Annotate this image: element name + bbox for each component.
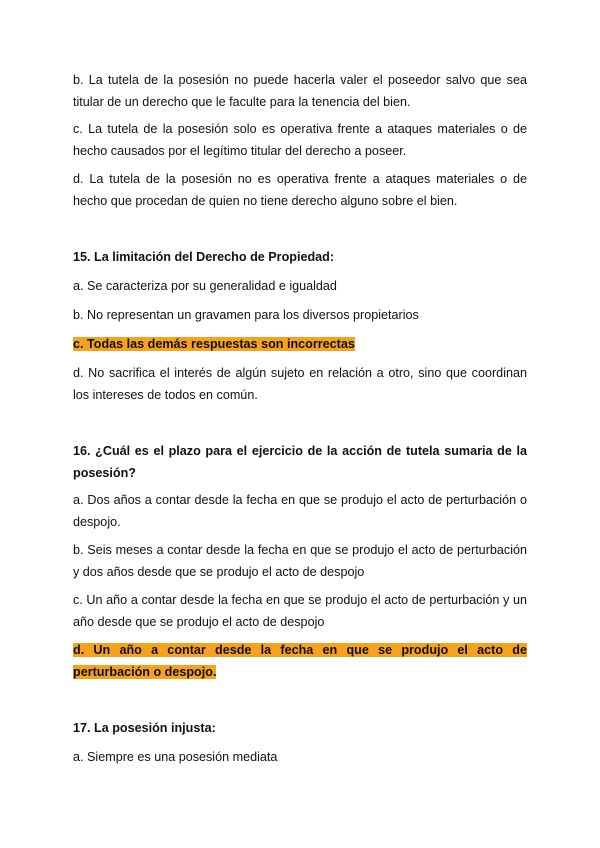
previous-question-option-c: c. La tutela de la posesión solo es operativa frente a ataques materiales o de hecho causados por el legítimo titular del derecho a poseer. [73,122,527,158]
question-17-option-a: a. Siempre es una posesión mediata [73,750,278,764]
question-15-option-b: b. No representan un gravamen para los diversos propietarios [73,308,419,322]
question-17-title: 17. La posesión injusta: [73,721,216,735]
question-16-option-a: a. Dos años a contar desde la fecha en que se produjo el acto de perturbación o despojo. [73,493,527,529]
question-15-option-c-answer [73,334,527,356]
question-16-option-b: b. Seis meses a contar desde la fecha en que se produjo el acto de perturbación y dos años desde que se produjo el acto de despojo [73,543,527,579]
question-16-title: 16. ¿Cuál es el plazo para el ejercicio de la acción de tutela sumaria de la posesión? [73,444,527,480]
question-16-option-c: c. Un año a contar desde la fecha en que se produjo el acto de perturbación y un año desde que se produjo el acto de despojo [73,593,527,629]
previous-question-option-b: b. La tutela de la posesión no puede hacerla valer el poseedor salvo que sea titular de un derecho que le faculte para la tenencia del bien. [73,73,527,109]
question-15-option-a: a. Se caracteriza por su generalidad e igualdad [73,279,337,293]
question-15-title: 15. La limitación del Derecho de Propiedad: [73,250,335,264]
previous-question-option-d: d. La tutela de la posesión no es operativa frente a ataques materiales o de hecho que procedan de quien no tiene derecho alguno sobre el bien. [73,172,527,208]
highlighted-correct-answer: c. Todas las demás respuestas son incorrectas [73,337,355,351]
highlighted-correct-answer: d. Un año a contar desde la fecha en que se produjo el acto de perturbación o despojo. [73,643,527,679]
question-15-option-d: d. No sacrifica el interés de algún sujeto en relación a otro, sino que coordinan los intereses de todos en común. [73,366,527,402]
question-16-option-d-answer [73,640,527,683]
